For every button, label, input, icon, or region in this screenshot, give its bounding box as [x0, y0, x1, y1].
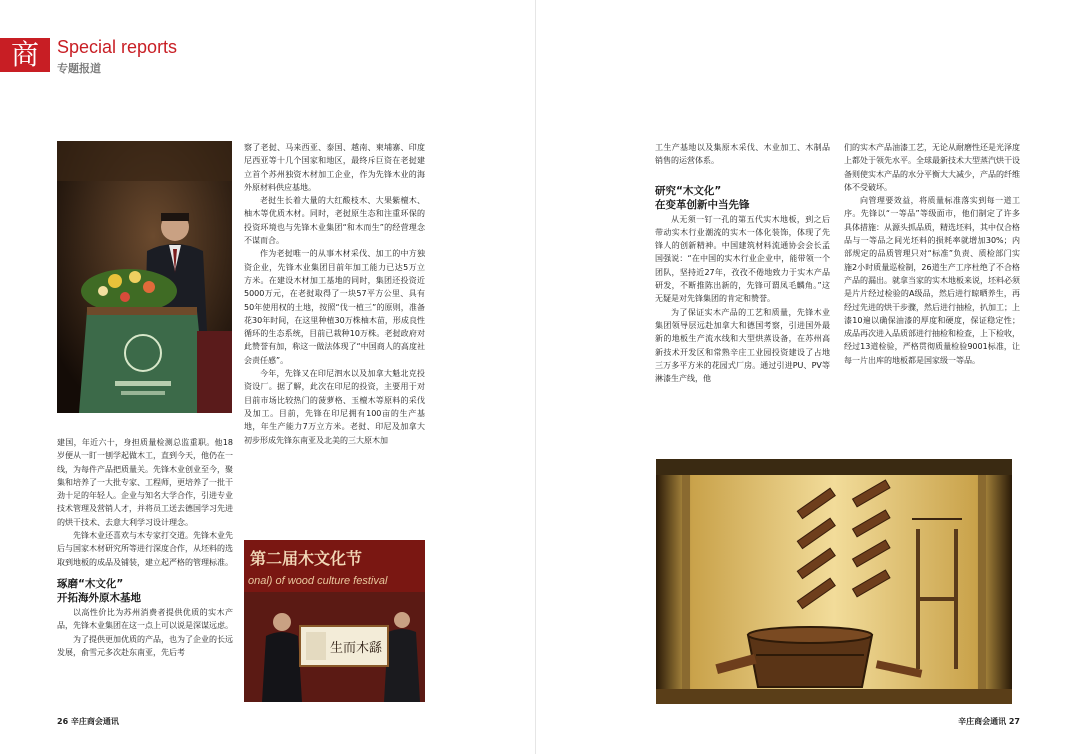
- scroll-calligraphy: 生而木繇: [330, 641, 383, 656]
- banner-english-text: onal) of wood culture festival: [248, 575, 388, 587]
- paragraph: 工生产基地以及集原木采伐、木业加工、木制品销售的运营体系。: [655, 143, 830, 166]
- tools-display-graphic: [656, 459, 1012, 704]
- paragraph: 作为老挝唯一的从事木材采伐、加工的中方独资企业，先锋木业集团目前年加工能力已达5万立方米。在建设木材加工基地的同时，集团还投资近5000万元，在老挝取得了一块57平方公里、具有50年使用权的土地，按照“伐一植三”的原则，准备花30年时间，在这里种植30万株柚木苗，形成良性循环的生态系统，目前已栽种10万株。老挝政府对此赞誉有加，称这一做法体现了“中国商人的高度社会责任感”。: [244, 249, 425, 365]
- section-heading: [57, 577, 233, 605]
- photo-wood-culture-festival: [244, 540, 425, 702]
- banner-chinese-text: 第二届木文化节: [250, 549, 363, 568]
- section-subtitle: 专题报道: [57, 62, 101, 75]
- section-heading: [655, 184, 830, 212]
- paragraph: 以高性价比为苏州消费者提供优质的实木产品，先锋木业集团在这一点上可以说是深谋远虑。: [57, 607, 233, 631]
- page-footer-left: 26 辛庄商会通讯: [57, 717, 119, 726]
- paragraph: 从无须一钉一孔的第五代实木地板，到之后带动实木行业潮流的实木一体化装饰，体现了先锋人的创新精神。中国建筑材料流通协会会长孟国强说：“在中国的实木行业企业中，能带领一个团队，坚持近27年，孜孜不倦地致力于实木产品研发，不断推陈出新的，先锋可谓凤毛麟角。”这无疑是对先锋集团的肯定和赞誉。: [655, 214, 830, 304]
- paragraph: 向管理要效益，将质量标准落实到每一道工序。先锋以“一等品”等级面市，他们制定了许多具体措施：从源头抓品质，精选坯料，其中仅合格品与一等品之间光坯料的损耗率就增加30%；内部规定的品质管理只对“标准”负责、质检部门实施2小时质量巡检制，26道生产工序杜绝了不合格产品的漏出。就拿当家的实木地板来说，坯料必须是片片经过检验的A级品，然后进行晾晒养生，再经过先进的烘干步骤，然后进行抽检，扒加工；上漆10遍以确保油漆的厚度和硬度，保证稳定性；成品再次进入品质部进行抽检和检查，上下检收，经过13道检验，严格贯彻质量检验9001标准，让每一片出库的地板都是国家级一等品。: [844, 196, 1020, 365]
- paragraph: 们的实木产品油漆工艺，无论从耐磨性还是光泽度上都处于领先水平。全球最新技术大型蒸汽烘干设备则使实木产品的水分平衡大大减少，产品的纤维体不受破坏。: [844, 143, 1020, 192]
- article-column-2: [244, 141, 425, 447]
- section-logo-icon: 商: [0, 38, 50, 72]
- article-column-1: [57, 436, 233, 659]
- spread-gutter: [535, 0, 536, 754]
- paragraph: 为了保证实木产品的工艺和质量，先锋木业集团领导层远赴加拿大和德国考察，引进国外最新的地板生产流水线和大型烘蒸设备，在苏州高新技术开发区和常熟辛庄工业园投资建设了占地三万多平方米的花园式厂房。通过引进PU、PV等淋漆生产线，他: [655, 307, 830, 384]
- article-column-3: [655, 141, 830, 385]
- article-column-4: [844, 141, 1020, 367]
- paragraph: 老挝生长着大量的大红酸枝木、大果紫檀木、柚木等优质木材。同时，老挝原生态和注重环保的投资环境也与先锋木业集团“和木而生”的经营理念不谋而合。: [244, 196, 425, 246]
- photo-speaker-at-podium: [57, 141, 232, 413]
- paragraph: 为了提供更加优质的产品，也为了企业的长远发展，俞雪元多次赴东南亚，先后考: [57, 634, 233, 657]
- speaker-photo-graphic: [57, 141, 232, 413]
- page-footer-right: 辛庄商会通讯 27: [958, 717, 1020, 726]
- section-title: Special reports: [57, 37, 178, 57]
- section-heading-line-1: 研究“木文化”: [655, 184, 722, 197]
- paragraph: 今年，先锋又在印尼泗水以及加拿大魁北克投资设厂。据了解，此次在印尼的投资，主要用于对目前市场比较热门的菠萝格、玉檀木等原料的采伐及加工。目前，先锋在印尼拥有100亩的生产基地，年生产能力7万立方米。老挝、印尼及加拿大初步形成先锋东南亚及北美的三大原木加: [244, 369, 425, 445]
- section-heading-line-2: 在变革创新中当先锋: [655, 198, 750, 211]
- paragraph: 建国，年近六十，身担质量检测总监重职。他18岁便从一盯一刨学起做木工，直到今天，他仍在一线，为每件产品把质量关。先锋木业创业至今，聚集和培养了一大批专家、工程师，更培养了一批干劲十足的年轻人。企业与知名大学合作，引进专业技术管理及营销人才，并将员工送去德国学习先进的烘干技术、去意大利学习设计理念。: [57, 438, 233, 527]
- section-heading-line-2: 开拓海外原木基地: [57, 591, 141, 604]
- photo-woodworking-tools-display: [656, 459, 1012, 704]
- paragraph: 先锋木业还喜欢与木专家打交道。先锋木业先后与国家木材研究所等进行深度合作，从坯料的选取到地板的成品及铺装，建立起严格的管理标准。: [57, 531, 233, 567]
- section-heading-line-1: 琢磨“木文化”: [57, 577, 124, 590]
- festival-photo-graphic: [244, 540, 425, 702]
- paragraph: 察了老挝、马来西亚、泰国、越南、柬埔寨、印度尼西亚等十几个国家和地区，最终斥巨资在老挝建立首个苏州独资木材加工企业，作为先锋木业的海外原材料供应基地。: [244, 143, 425, 192]
